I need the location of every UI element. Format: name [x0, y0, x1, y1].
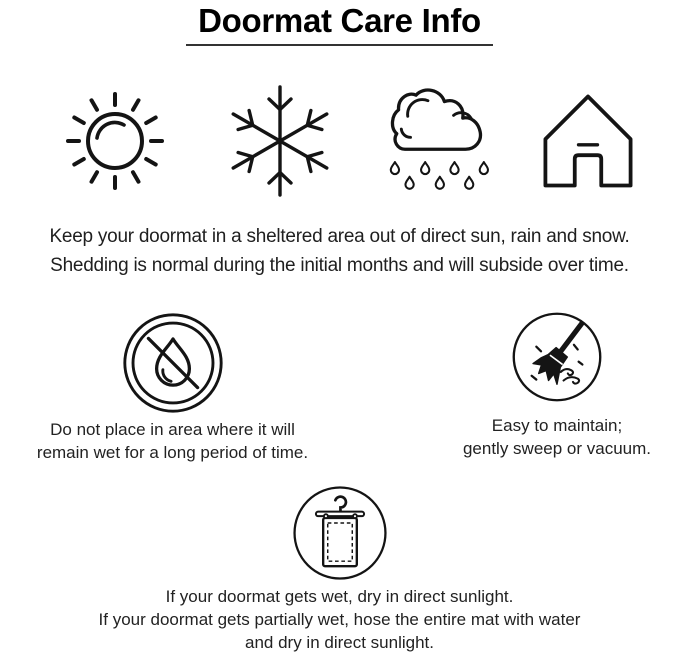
no-water-caption-line-1: Do not place in area where it will	[50, 420, 295, 439]
intro-text	[0, 222, 679, 280]
sweep-caption-line-2: gently sweep or vacuum.	[462, 439, 652, 458]
drying-line-2: If your doormat gets partially wet, hose the entire mat with water	[98, 610, 581, 629]
sweep-caption	[435, 414, 679, 460]
care-item-no-water	[0, 310, 345, 464]
care-item-sweep	[435, 310, 679, 464]
rain-cloud-icon	[383, 83, 493, 199]
snowflake-icon	[220, 78, 340, 204]
drying-section	[0, 483, 679, 654]
intro-line-1: Keep your doormat in a sheltered area out of direct sun, rain and snow.	[49, 226, 630, 247]
weather-icon-row	[0, 76, 679, 206]
care-row	[0, 310, 679, 464]
drying-line-1: If your doormat gets wet, dry in direct sunlight.	[165, 587, 514, 606]
intro-line-2: Shedding is normal during the initial months and will subside over time.	[50, 255, 629, 276]
no-water-caption-line-2: remain wet for a long period of time.	[36, 443, 309, 462]
no-water-caption	[0, 418, 345, 464]
drying-line-3: and dry in direct sunlight.	[245, 633, 434, 652]
hanging-mat-icon	[290, 483, 390, 500]
sweep-caption-line-1: Easy to maintain;	[491, 416, 623, 435]
sun-icon	[52, 82, 178, 200]
drying-caption	[0, 585, 679, 654]
header	[0, 0, 679, 46]
page-title: Doormat Care Info	[186, 3, 493, 46]
house-icon	[535, 88, 641, 194]
broom-sweep-icon	[510, 310, 604, 327]
no-water-drop-icon	[120, 310, 226, 327]
